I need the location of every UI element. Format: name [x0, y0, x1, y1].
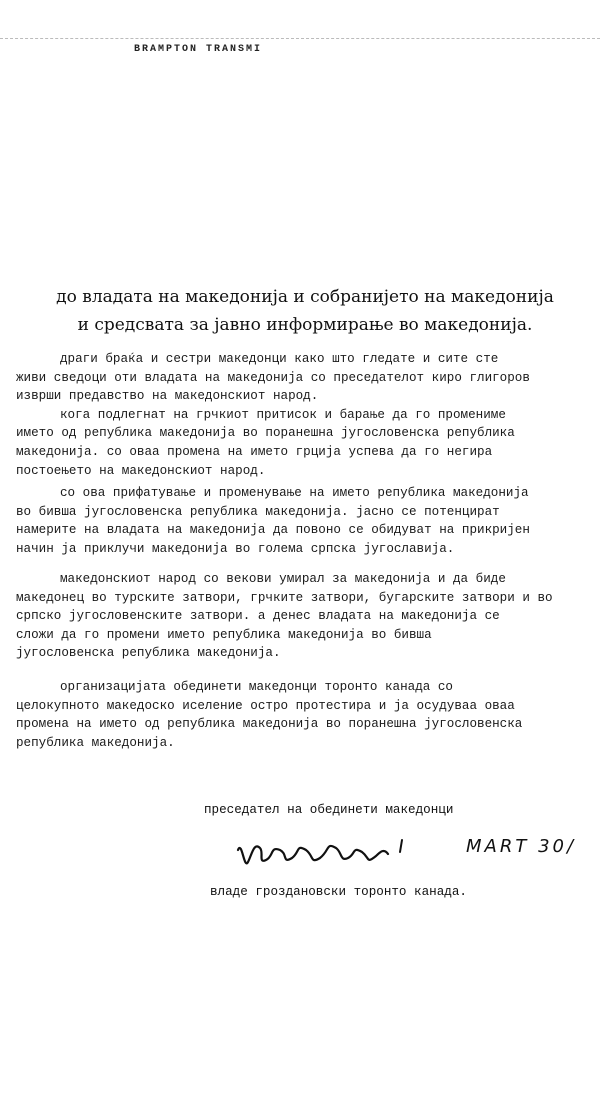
fax-divider	[0, 38, 600, 39]
paragraph-line: македонскиот народ со векови умирал за македонија и да биде	[60, 572, 506, 586]
fax-header-text: BRAMPTON TRANSMI	[134, 44, 263, 55]
paragraph-line: република македонија.	[16, 735, 175, 750]
paragraph-line: југословенска република македонија.	[16, 646, 281, 661]
paragraph-line: името од република македонија во поранешна југословенска република	[16, 426, 515, 441]
paragraph-line: намерите на владата на македонија да повоно се обидуват на прикријен	[16, 523, 530, 538]
paragraph-line: македонец во турските затвори, грчките затвори, бугарските затвори и во	[16, 590, 553, 605]
paragraph-line: изврши предавство на македонскиот народ.	[16, 389, 319, 404]
paragraph-line: со ова прифатување и променување на името република македонија	[60, 486, 529, 500]
signature-name: владе гроздановски торонто канада.	[210, 885, 467, 899]
paragraph-line: постоењето на македонскиот народ.	[16, 463, 266, 478]
heading-line-1: до владата на македонија и собранијето на македонија	[56, 287, 554, 307]
signature-title: преседател на обединети македонци	[204, 803, 454, 817]
paragraph-3	[16, 570, 586, 663]
paragraph-line: начин ја приклучи македонија во голема српска југославија.	[16, 541, 455, 556]
paragraph-line: сложи да го промени името република македонија во бивша	[16, 627, 432, 642]
paragraph-line: живи сведоци оти владата на македонија со преседателот киро глигоров	[16, 370, 530, 385]
paragraph-line: целокупното македоско иселение остро протестира и ја осудуваа оваа	[16, 698, 515, 713]
paragraph-line: кога подлегнат на грчкиот притисок и барање да го промениме	[60, 407, 506, 422]
paragraph-4	[16, 678, 586, 752]
paragraph-line: во бивша југословенска република македонија. јасно се потенцират	[16, 504, 500, 519]
paragraph-line: организацијата обединети македонци торонто канада со	[60, 680, 453, 694]
heading-line-2: и средсвата за јавно информирање во македонија.	[77, 315, 533, 335]
signature-date: MART 30/	[466, 836, 577, 857]
handwritten-signature	[230, 830, 440, 880]
letter-heading	[20, 283, 590, 339]
paragraph-line: српско југословенските затвори. а денес владата на македонија се	[16, 609, 500, 624]
paragraph-line: македонија. со оваа промена на името грција успева да го негира	[16, 444, 493, 459]
paragraph-line: промена на името од република македонија во поранешна југословенска	[16, 717, 523, 732]
paragraph-1	[16, 350, 586, 480]
paragraph-2	[16, 484, 586, 558]
paragraph-line: драги браќа и сестри македонци како што гледате и сите сте	[60, 352, 499, 366]
